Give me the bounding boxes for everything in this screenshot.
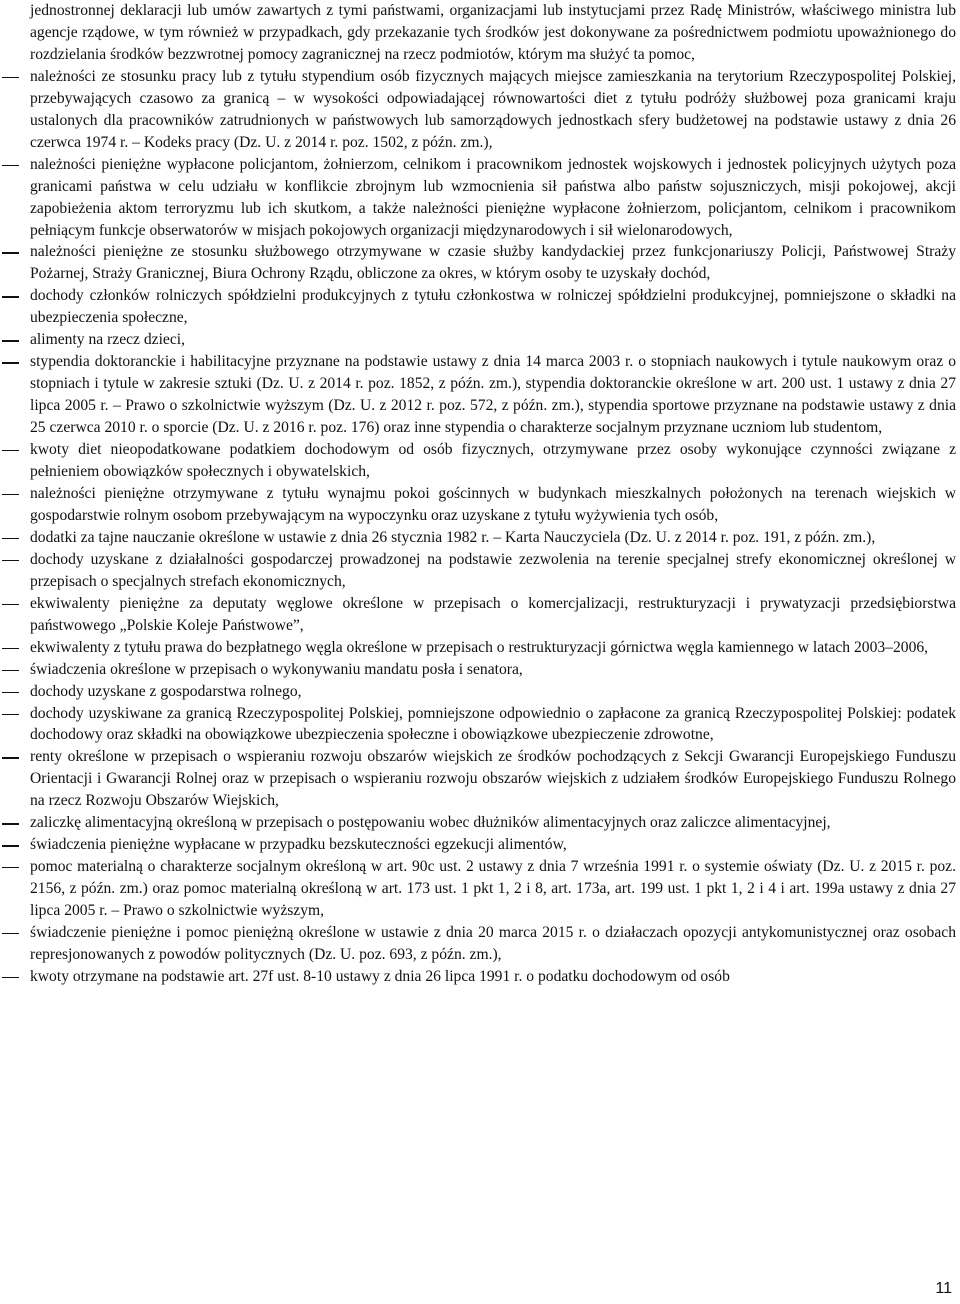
- list-item: [0, 812, 956, 834]
- list-item: [0, 439, 956, 483]
- continuation-paragraph: jednostronnej deklaracji lub umów zawartych z tymi państwami, organizacjami lub instytucjami przez Radę Ministrów, właściwego ministra lub agencje rządowe, w tym również w przypadkach, gdy przekazanie tych środków jest dokonywane za pośrednictwem podmiotu upoważnionego do rozdzielania środków bezzwrotnej pomocy zagranicznej na rzecz podmiotów, którym ma służyć ta pomoc,: [30, 2, 956, 63]
- list-item: [0, 834, 956, 856]
- dash-bullet-icon: [2, 165, 19, 166]
- dash-bullet-icon: [2, 845, 19, 846]
- list-item-text: należności pieniężne wypłacone policjantom, żołnierzom, celnikom i pracownikom jednostek wojskowych i jednostek policyjnych użytych poza granicami państwa w celu udziału w konflikcie zbrojnym lub wzmocnienia sił państwa albo państw sojuszniczych, misji pokojowej, akcji zapobieżenia aktom terroryzmu lub ich skutkom, a także należności pieniężne wypłacone żołnierzom, policjantom, celnikom i pracownikom pełniącym funkcje obserwatorów w misjach pokojowych organizacji międzynarodowych i sił wielonarodowych,: [30, 155, 956, 239]
- dash-bullet-icon: [2, 757, 19, 758]
- dash-bullet-icon: [2, 362, 19, 363]
- list-item: [0, 746, 956, 812]
- list-item: [0, 637, 956, 659]
- dash-bullet-icon: [2, 604, 19, 605]
- list-item: [0, 351, 956, 439]
- list-item-text: zaliczkę alimentacyjną określoną w przepisach o postępowaniu wobec dłużników alimentacyjnych oraz zaliczce alimentacyjnej,: [30, 814, 831, 832]
- list-item: [0, 329, 956, 351]
- dash-bullet-icon: [2, 296, 19, 297]
- list-item-text: stypendia doktoranckie i habilitacyjne przyznane na podstawie ustawy z dnia 14 marca 2003 r. o stopniach naukowych i tytule naukowym oraz o stopniach i tytule w zakresie sztuki (Dz. U. z 2014 r. poz. 1852, z późn. zm.), stypendia doktoranckie określone w art. 200 ust. 1 ustawy z dnia 27 lipca 2005 r. – Prawo o szkolnictwie wyższym (Dz. U. z 2012 r. poz. 572, z późn. zm.), stypendia sportowe przyznane na podstawie ustawy z dnia 25 czerwca 2010 r. o sporcie (Dz. U. z 2016 r. poz. 176) oraz inne stypendia o charakterze socjalnym przyznane uczniom lub studentom,: [30, 353, 956, 437]
- dash-bullet-icon: [2, 252, 19, 253]
- list-item: [0, 856, 956, 922]
- list-item-text: dochody członków rolniczych spółdzielni produkcyjnych z tytułu członkostwa w rolniczej spółdzielni produkcyjnej, pomniejszone o składki na ubezpieczenia społeczne,: [30, 287, 956, 327]
- list-item-text: świadczenia określone w przepisach o wykonywaniu mandatu posła i senatora,: [30, 660, 523, 678]
- list-item-text: pomoc materialną o charakterze socjalnym określoną w art. 90c ust. 2 ustawy z dnia 7 września 1991 r. o systemie oświaty (Dz. U. z 2015 r. poz. 2156, z późn. zm.) oraz pomoc materialną określoną w art. 173 ust. 1 pkt 1, 2 i 8, art. 173a, art. 199 ust. 1 pkt 1, 2 i 4 i art. 199a ustawy z dnia 27 lipca 2005 r. – Prawo o szkolnictwie wyższym,: [30, 858, 956, 920]
- income-items-list: [0, 66, 956, 988]
- list-item-text: kwoty otrzymane na podstawie art. 27f ust. 8-10 ustawy z dnia 26 lipca 1991 r. o podatku dochodowym od osób: [30, 967, 730, 985]
- dash-bullet-icon: [2, 340, 19, 341]
- list-item-text: świadczenia pieniężne wypłacane w przypadku bezskuteczności egzekucji alimentów,: [30, 836, 567, 854]
- list-item: [0, 285, 956, 329]
- list-item: [0, 527, 956, 549]
- list-item-text: należności ze stosunku pracy lub z tytułu stypendium osób fizycznych mających miejsce zamieszkania na terytorium Rzeczypospolitej Polskiej, przebywających czasowo za granicą – w wysokości odpowiadającej równowartości diet z tytułu podróży służbowej poza granicami kraju ustalonych dla pracowników zatrudnionych w państwowych lub samorządowych jednostkach sfery budżetowej na podstawie ustawy z dnia 26 czerwca 1974 r. – Kodeks pracy (Dz. U. z 2014 r. poz. 1502, z późn. zm.),: [30, 67, 956, 151]
- dash-bullet-icon: [2, 450, 19, 451]
- list-item: [0, 549, 956, 593]
- dash-bullet-icon: [2, 714, 19, 715]
- dash-bullet-icon: [2, 538, 19, 539]
- list-item-text: ekwiwalenty pieniężne za deputaty węglowe określone w przepisach o komercjalizacji, restrukturyzacji i prywatyzacji przedsiębiorstwa państwowego „Polskie Koleje Państwowe”,: [30, 594, 956, 634]
- list-item: [0, 241, 956, 285]
- list-item-text: kwoty diet nieopodatkowane podatkiem dochodowym od osób fizycznych, otrzymywane przez osoby wykonujące czynności związane z pełnieniem obowiązków społecznych i obywatelskich,: [30, 441, 956, 481]
- dash-bullet-icon: [2, 670, 19, 671]
- dash-bullet-icon: [2, 648, 19, 649]
- dash-bullet-icon: [2, 977, 19, 978]
- list-item-text: należności pieniężne ze stosunku służbowego otrzymywane w czasie służby kandydackiej przez funkcjonariuszy Policji, Państwowej Straży Pożarnej, Straży Granicznej, Biura Ochrony Rządu, obliczone za okres, w którym osoby te uzyskały dochód,: [30, 243, 956, 283]
- list-item: [0, 66, 956, 154]
- dash-bullet-icon: [2, 560, 19, 561]
- list-item-text: świadczenie pieniężne i pomoc pieniężną określone w ustawie z dnia 20 marca 2015 r. o działaczach opozycji antykomunistycznej oraz osobach represjonowanych z powodów politycznych (Dz. U. poz. 693, z późn. zm.),: [30, 924, 956, 963]
- list-item-text: należności pieniężne otrzymywane z tytułu wynajmu pokoi gościnnych w budynkach mieszkalnych położonych na terenach wiejskich w gospodarstwie rolnym osobom przebywającym na wypoczynku oraz uzyskane z tytułu wyżywienia tych osób,: [30, 484, 956, 524]
- dash-bullet-icon: [2, 494, 19, 495]
- list-item-text: dochody uzyskiwane za granicą Rzeczypospolitej Polskiej, pomniejszone odpowiednio o zapłacone za granicą Rzeczypospolitej Polskiej: podatek dochodowy oraz składki na obowiązkowe ubezpieczenia społeczne i obowiązkowe ubezpieczenie zdrowotne,: [30, 704, 956, 744]
- list-item: [0, 681, 956, 703]
- list-item: [0, 154, 956, 242]
- list-item: [0, 483, 956, 527]
- dash-bullet-icon: [2, 823, 19, 824]
- page-number: 11: [935, 1280, 952, 1297]
- list-item-text: dodatki za tajne nauczanie określone w ustawie z dnia 26 stycznia 1982 r. – Karta Nauczyciela (Dz. U. z 2014 r. poz. 191, z późn. zm.),: [30, 528, 876, 546]
- list-item-text: renty określone w przepisach o wspieraniu rozwoju obszarów wiejskich ze środków pochodzących z Sekcji Gwarancji Europejskiego Funduszu Orientacji i Gwarancji Rolnej oraz w przepisach o wspieraniu rozwoju obszarów wiejskich z udziałem środków Europejskiego Funduszu Rolnego na rzecz Rozwoju Obszarów Wiejskich,: [30, 748, 956, 810]
- list-item-text: dochody uzyskane z działalności gospodarczej prowadzonej na podstawie zezwolenia na terenie specjalnej strefy ekonomicznej określonej w przepisach o specjalnych strefach ekonomicznych,: [30, 550, 956, 590]
- list-item: [0, 659, 956, 681]
- list-item-text: dochody uzyskane z gospodarstwa rolnego,: [30, 682, 302, 700]
- list-item: [0, 922, 956, 966]
- dash-bullet-icon: [2, 933, 19, 934]
- list-item-text: ekwiwalenty z tytułu prawa do bezpłatnego węgla określone w przepisach o restrukturyzacji górnictwa węgla kamiennego w latach 2003–2006,: [30, 638, 929, 656]
- list-item: [0, 593, 956, 637]
- list-item: [0, 966, 956, 988]
- dash-bullet-icon: [2, 867, 19, 868]
- list-item-text: alimenty na rzecz dzieci,: [30, 331, 185, 349]
- list-item: [0, 703, 956, 747]
- dash-bullet-icon: [2, 692, 19, 693]
- dash-bullet-icon: [2, 77, 19, 78]
